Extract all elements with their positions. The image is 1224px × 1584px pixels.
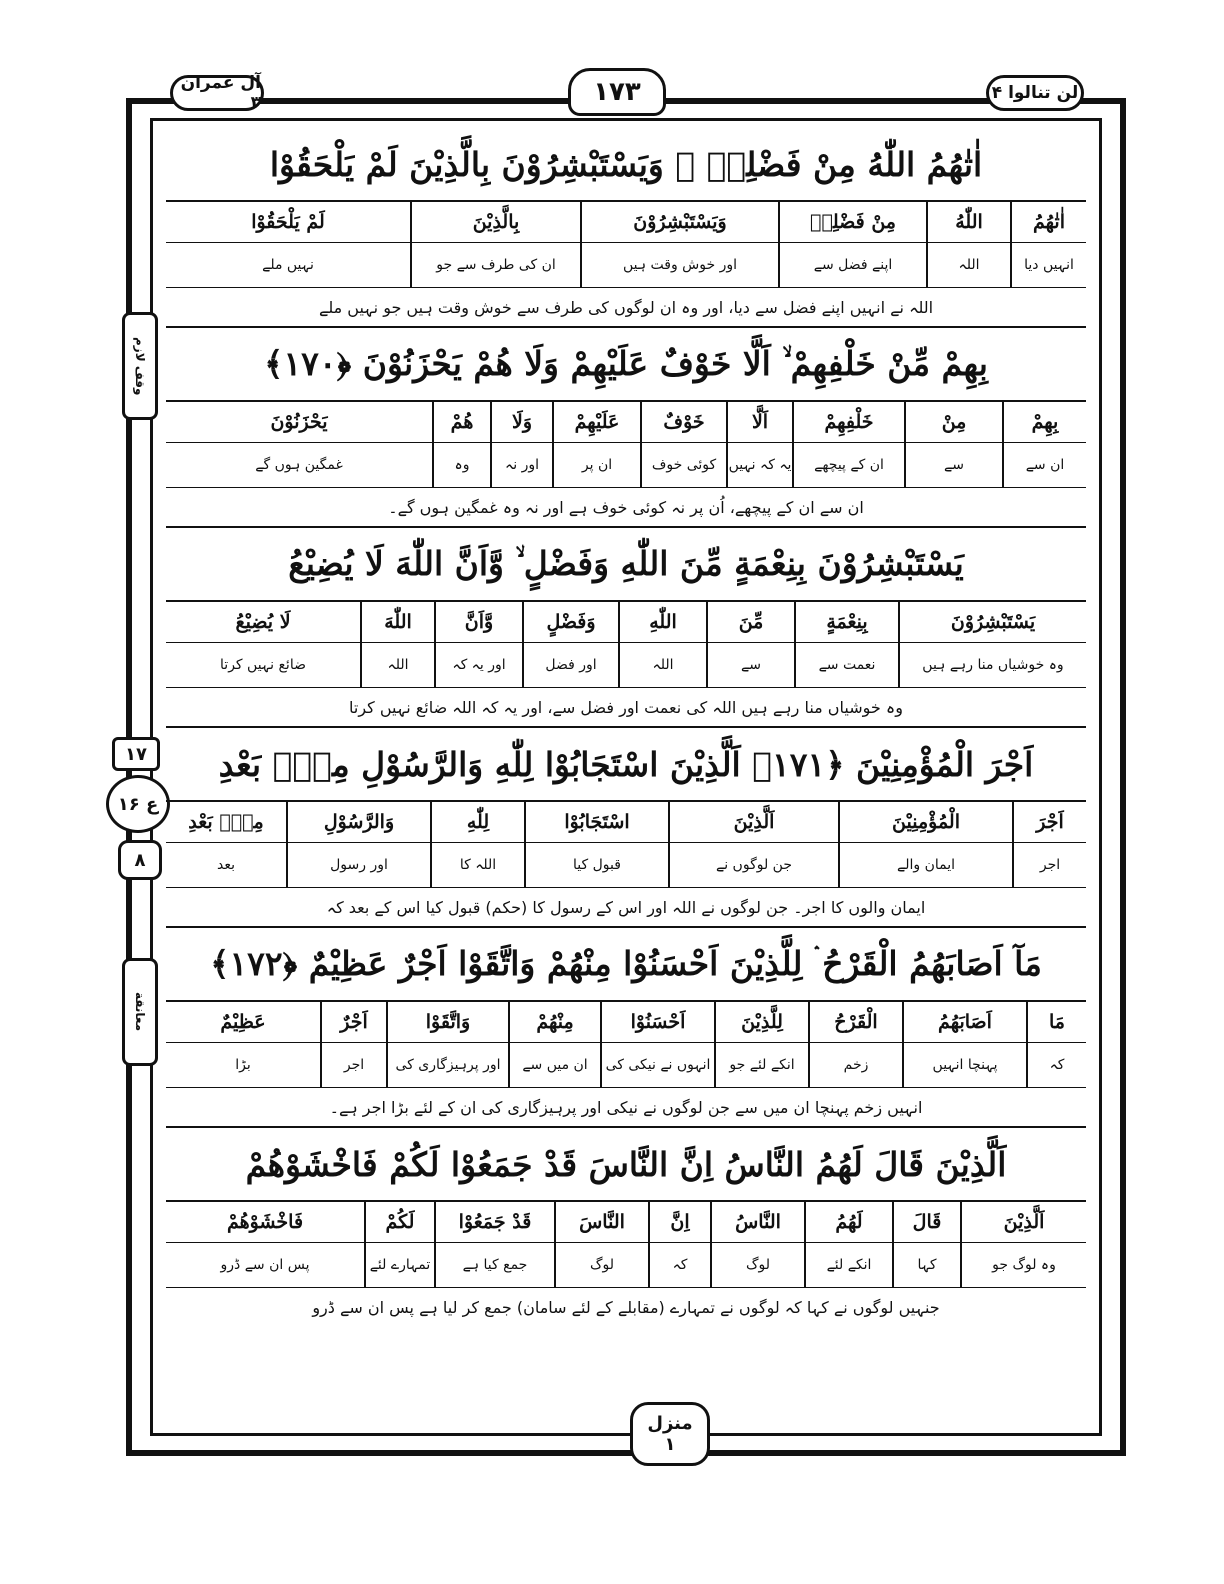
margin-note-muanaqa — [122, 958, 158, 1066]
meaning-cell: جن لوگوں نے — [668, 843, 838, 887]
word-cell: مِّنَ — [706, 602, 794, 642]
meaning-cell: کہ — [1026, 1043, 1086, 1087]
meaning-cell: بڑا — [235, 1057, 251, 1073]
word-cell: اللّٰهُ — [926, 202, 1010, 242]
word-cell: مِنْۢ بَعْدِ — [188, 811, 264, 833]
meaning-cell: تمہارے لئے — [364, 1243, 434, 1287]
arabic-line: مَآ اَصَابَهُمُ الْقَرْحُ ۛ لِلَّذِيْنَ اَحْسَنُوْا مِنْهُمْ وَاتَّقَوْا اَجْرٌ عَظِيْمٌ ﴿۱۷۲﴾ — [166, 928, 1086, 1002]
word-cell: اَلَّا — [726, 402, 792, 442]
arabic-line: بِهِمْ مِّنْ خَلْفِهِمْ ۙ اَلَّا خَوْفٌ عَلَيْهِمْ وَلَا هُمْ يَحْزَنُوْنَ ﴿۱۷۰﴾ — [166, 328, 1086, 402]
meaning-cell: جمع کیا ہے — [434, 1243, 554, 1287]
para-name: لن تنالوا ۴ — [991, 83, 1079, 103]
meaning-cell: ان پر — [552, 443, 640, 487]
word-cell: لَكُمْ — [364, 1202, 434, 1242]
word-cell: وَالرَّسُوْلِ — [286, 802, 430, 842]
content-area — [166, 128, 1086, 1422]
meaning-cell: اللہ کا — [430, 843, 524, 887]
word-cell: مِنْ فَضْلِهٖ — [778, 202, 926, 242]
meaning-cell: لوگ — [554, 1243, 648, 1287]
meaning-cell: کوئی خوف — [640, 443, 726, 487]
verse-count-top: ۱۷ — [125, 743, 147, 765]
meaning-row — [166, 1043, 1086, 1088]
translation-line: وہ خوشیاں منا رہے ہیں اللہ کی نعمت اور فضل سے، اور یہ کہ اللہ ضائع نہیں کرتا — [348, 697, 904, 717]
surah-name-box — [170, 75, 264, 111]
meaning-cell: لوگ — [710, 1243, 804, 1287]
meaning-row — [166, 443, 1086, 488]
meaning-cell: وہ لوگ جو — [960, 1243, 1086, 1287]
surah-name: آل عمران ۳ — [180, 73, 261, 113]
meaning-cell: وہ — [432, 443, 490, 487]
word-cell: هُمْ — [432, 402, 490, 442]
translation-line: ایمان والوں کا اجر۔ جن لوگوں نے اللہ اور اس کے رسول کا (حکم) قبول کیا اس کے بعد کہ — [326, 897, 926, 917]
word-cell: اَجْرٌ — [320, 1002, 386, 1042]
meaning-row — [166, 243, 1086, 288]
meaning-cell: اپنے فضل سے — [778, 243, 926, 287]
word-cell: مِنْ — [904, 402, 1002, 442]
meaning-row — [166, 643, 1086, 688]
word-cell: وَلَا — [490, 402, 552, 442]
meaning-cell: غمگین ہوں گے — [255, 457, 343, 473]
meaning-cell: نہیں ملے — [262, 257, 314, 273]
word-cell: اللّٰهِ — [618, 602, 706, 642]
word-row — [166, 202, 1086, 243]
meaning-cell: ان سے — [1002, 443, 1086, 487]
verse-block-1 — [166, 128, 1086, 328]
verse-block-6 — [166, 1128, 1086, 1326]
meaning-cell: انکے لئے جو — [714, 1043, 808, 1087]
meaning-cell: بعد — [217, 857, 235, 873]
word-cell: اَحْسَنُوْا — [600, 1002, 714, 1042]
margin-note-muanaqa-text: معانقة — [133, 992, 147, 1032]
meaning-cell: اجر — [320, 1043, 386, 1087]
verse-count-bottom: ۸ — [134, 849, 146, 871]
meaning-cell: قبول کیا — [524, 843, 668, 887]
word-cell: بِالَّذِيْنَ — [410, 202, 580, 242]
meaning-cell: انہیں دیا — [1010, 243, 1086, 287]
word-cell: بِهِمْ — [1002, 402, 1086, 442]
meaning-cell: ان میں سے — [508, 1043, 600, 1087]
word-cell: النَّاسَ — [554, 1202, 648, 1242]
verse-block-5 — [166, 928, 1086, 1128]
meaning-cell: اور رسول — [286, 843, 430, 887]
word-cell: مَا — [1026, 1002, 1086, 1042]
meaning-cell: کہا — [892, 1243, 960, 1287]
meaning-row — [166, 1243, 1086, 1288]
word-cell: لَمْ يَلْحَقُوْا — [251, 211, 325, 233]
word-cell: بِنِعْمَةٍ — [794, 602, 898, 642]
meaning-cell: اجر — [1012, 843, 1086, 887]
arabic-line: اَلَّذِيْنَ قَالَ لَهُمُ النَّاسُ اِنَّ النَّاسَ قَدْ جَمَعُوْا لَكُمْ فَاخْشَوْهُمْ — [166, 1128, 1086, 1202]
word-cell: مِنْهُمْ — [508, 1002, 600, 1042]
word-cell: يَحْزَنُوْنَ — [270, 411, 328, 433]
word-cell: الْمُؤْمِنِيْنَ — [838, 802, 1012, 842]
translation-line: اللہ نے انہیں اپنے فضل سے دیا، اور وہ ان لوگوں کی طرف سے خوش وقت ہیں جو نہیں ملے — [318, 297, 934, 317]
word-cell: وَفَضْلٍ — [522, 602, 618, 642]
meaning-cell: اللہ — [618, 643, 706, 687]
word-cell: لَهُمُ — [804, 1202, 892, 1242]
meaning-cell: اور خوش وقت ہیں — [580, 243, 778, 287]
word-cell: الْقَرْحُ — [808, 1002, 902, 1042]
word-row — [166, 1002, 1086, 1043]
meaning-cell: اللہ — [360, 643, 434, 687]
arabic-line: اٰتٰهُمُ اللّٰهُ مِنْ فَضْلِهٖ ۙ وَيَسْتَبْشِرُوْنَ بِالَّذِيْنَ لَمْ يَلْحَقُوْا — [166, 128, 1086, 202]
meaning-cell: ان کی طرف سے جو — [410, 243, 580, 287]
meaning-cell: پہنچا انہیں — [902, 1043, 1026, 1087]
verse-block-4 — [166, 728, 1086, 928]
word-cell: اٰتٰهُمُ — [1010, 202, 1086, 242]
meaning-cell: اور یہ کہ — [434, 643, 522, 687]
manzil-number: ۱ — [664, 1434, 676, 1455]
page-number: ۱۷۳ — [593, 77, 641, 107]
para-name-box — [986, 75, 1084, 111]
word-cell: خَوْفٌ — [640, 402, 726, 442]
word-row — [166, 802, 1086, 843]
word-cell: النَّاسُ — [710, 1202, 804, 1242]
word-cell: قَالَ — [892, 1202, 960, 1242]
word-cell: قَدْ جَمَعُوْا — [434, 1202, 554, 1242]
meaning-cell: پس ان سے ڈرو — [220, 1257, 310, 1273]
word-cell: فَاخْشَوْهُمْ — [226, 1211, 304, 1233]
word-cell: عَلَيْهِمْ — [552, 402, 640, 442]
meaning-cell: ان کے پیچھے — [792, 443, 904, 487]
meaning-cell: ضائع نہیں کرتا — [220, 657, 306, 673]
meaning-cell: سے — [706, 643, 794, 687]
arabic-line: اَجْرَ الْمُؤْمِنِيْنَ ﴿۱۷۱﴾ اَلَّذِيْنَ اسْتَجَابُوْا لِلّٰهِ وَالرَّسُوْلِ مِنْۢ بَعْدِ — [166, 728, 1086, 802]
word-cell: لِلَّذِيْنَ — [714, 1002, 808, 1042]
translation-line: انہیں زخم پہنچا ان میں سے جن لوگوں نے نیکی اور پرہیزگاری کی ان کے لئے بڑا اجر ہے۔ — [329, 1097, 923, 1117]
word-row — [166, 1202, 1086, 1243]
verse-count-top-box — [112, 737, 160, 771]
meaning-cell: اور پرہیزگاری کی — [386, 1043, 508, 1087]
word-cell: لَا يُضِيْعُ — [235, 611, 291, 633]
word-cell: وَاتَّقَوْا — [386, 1002, 508, 1042]
word-cell: لِلّٰهِ — [430, 802, 524, 842]
word-cell: اَصَابَهُمُ — [902, 1002, 1026, 1042]
meaning-cell: کہ — [648, 1243, 710, 1287]
manzil-marker — [630, 1402, 710, 1466]
verse-block-3 — [166, 528, 1086, 728]
meaning-cell: انکے لئے — [804, 1243, 892, 1287]
arabic-line: يَسْتَبْشِرُوْنَ بِنِعْمَةٍ مِّنَ اللّٰهِ وَفَضْلٍ ۙ وَّاَنَّ اللّٰهَ لَا يُضِيْعُ — [166, 528, 1086, 602]
word-cell: خَلْفِهِمْ — [792, 402, 904, 442]
word-cell: اسْتَجَابُوْا — [524, 802, 668, 842]
word-row — [166, 602, 1086, 643]
word-cell: اَلَّذِيْنَ — [668, 802, 838, 842]
word-cell: اَجْرَ — [1012, 802, 1086, 842]
meaning-cell: ایمان والے — [838, 843, 1012, 887]
meaning-cell: نعمت سے — [794, 643, 898, 687]
margin-note-waqf — [122, 312, 158, 420]
meaning-cell: یہ کہ نہیں — [726, 443, 792, 487]
translation-line: جنہیں لوگوں نے کہا کہ لوگوں نے تمہارے (مقابلے کے لئے سامان) جمع کر لیا ہے پس ان سے ڈرو — [312, 1297, 940, 1317]
manzil-label: منزل — [647, 1413, 693, 1434]
word-cell: عَظِيْمٌ — [220, 1011, 266, 1033]
verse-count-bottom-box — [118, 840, 162, 880]
word-cell: وَّاَنَّ — [434, 602, 522, 642]
ruku-marker-text: ع ۱۶ — [117, 793, 159, 815]
word-cell: اِنَّ — [648, 1202, 710, 1242]
meaning-row — [166, 843, 1086, 888]
meaning-cell: اور نہ — [490, 443, 552, 487]
page-number-box — [568, 68, 666, 116]
ruku-marker — [106, 775, 170, 833]
meaning-cell: انہوں نے نیکی کی — [600, 1043, 714, 1087]
word-cell: وَيَسْتَبْشِرُوْنَ — [580, 202, 778, 242]
word-cell: اَلَّذِيْنَ — [960, 1202, 1086, 1242]
word-cell: يَسْتَبْشِرُوْنَ — [898, 602, 1086, 642]
word-cell: اللّٰهَ — [360, 602, 434, 642]
meaning-cell: زخم — [808, 1043, 902, 1087]
verse-block-2 — [166, 328, 1086, 528]
meaning-cell: اللہ — [926, 243, 1010, 287]
meaning-cell: اور فضل — [522, 643, 618, 687]
meaning-cell: سے — [904, 443, 1002, 487]
word-row — [166, 402, 1086, 443]
translation-line: ان سے ان کے پیچھے، اُن پر نہ کوئی خوف ہے اور نہ وہ غمگین ہوں گے۔ — [388, 497, 864, 517]
meaning-cell: وہ خوشیاں منا رہے ہیں — [898, 643, 1086, 687]
margin-note-waqf-text: وقف لازم — [133, 336, 147, 396]
